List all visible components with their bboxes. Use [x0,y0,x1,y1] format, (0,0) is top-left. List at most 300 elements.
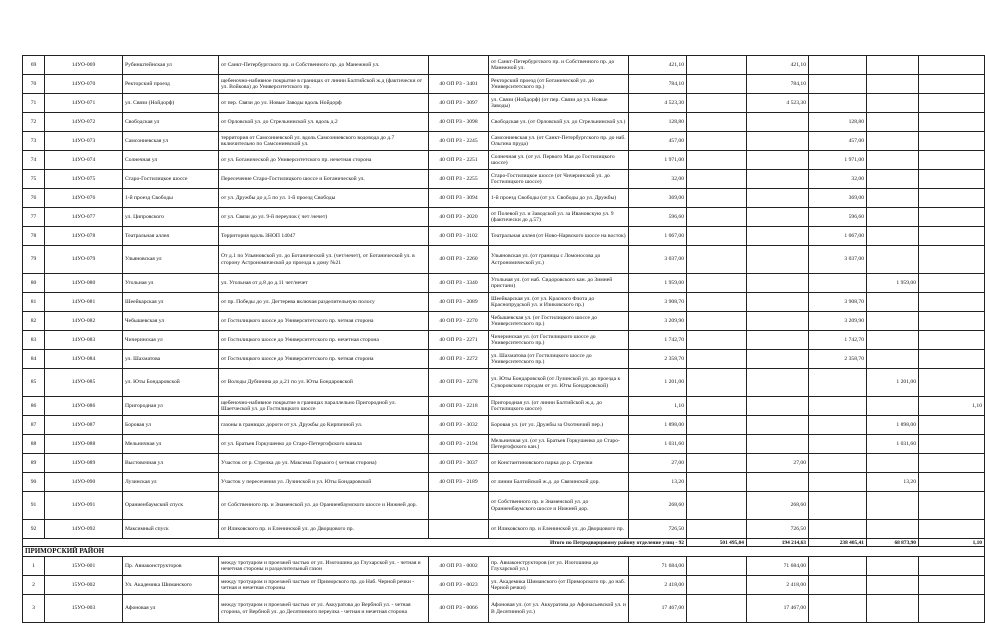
road-code: 14УО-086 [45,397,123,416]
road-code: 14УО-089 [45,454,123,473]
area-value: 1 742,70 [809,331,867,350]
area-value [919,293,985,312]
area-value [919,113,985,132]
area-value [867,132,919,151]
area-total: 1 031,60 [629,435,687,454]
road-section: от Полевой ул. и Заводской ул. за Ивановскую ул. 9 (фактически до д.57) [489,208,629,227]
area-description: от Орловской ул. до Стрельнинской ул. вдоль д.2 [219,113,429,132]
area-value [809,397,867,416]
area-value [867,94,919,113]
street-name: ул. Связи (Нойдорф) [123,94,219,113]
table-row [23,576,985,595]
road-code: 14УО-073 [45,132,123,151]
road-registry-id: 40 ОП РЗ - 2218 [429,397,489,416]
total-value: 501 495,04 [687,539,747,547]
road-section: Пригородная ул. (от линии Балтийской ж.д. до Гостилицкого шоссе) [489,397,629,416]
area-value: 1 971,00 [809,151,867,170]
road-section: Самсониевская ул. (от Санкт-Петербургского пр. до наб. Ольгина пруда) [489,132,629,151]
road-section: от Санкт-Петербургского пр. и Собственного пр. до Манежной ул. [489,56,629,75]
area-value [919,557,985,576]
road-registry-id: 40 ОП РЗ - 3037 [429,454,489,473]
table-row [23,227,985,246]
table-row [23,520,985,539]
row-number: 81 [23,293,45,312]
row-number: 76 [23,189,45,208]
road-code: 14УО-074 [45,151,123,170]
road-code: 14УО-079 [45,246,123,274]
road-code: 14УО-072 [45,113,123,132]
row-number: 79 [23,246,45,274]
street-name: Выстовочная ул [123,454,219,473]
road-code: 15УО-001 [45,557,123,576]
area-value [919,435,985,454]
area-value: 1 898,00 [867,416,919,435]
area-value [809,473,867,492]
area-value [867,557,919,576]
table-row [23,170,985,189]
area-value [867,56,919,75]
area-value [867,350,919,369]
row-number: 3 [23,595,45,623]
road-code: 14УО-071 [45,94,123,113]
area-value [809,369,867,397]
street-name: Ректорский проезд [123,75,219,94]
area-value [687,293,747,312]
area-total: 4 523,30 [629,94,687,113]
area-value [867,397,919,416]
area-description: От д.1 по Ульяновской ул. до Ботанической ул. (чет/нечет), от Ботанической ул. в сторону Астрономической до проезда к дому №21 [219,246,429,274]
road-section: Шеейкарская ул. (от ул. Красного Флота до Краснопрудской ул. и Изиковского пр.) [489,293,629,312]
area-value [867,151,919,170]
area-value [919,520,985,539]
area-description: между тротуаром и проезжей частью от ул. Изогошина до Глухарской ул. - четная и нечетная стороны и разделительный газон [219,557,429,576]
area-total: 784,10 [629,75,687,94]
area-value [687,595,747,623]
area-value [919,492,985,520]
area-total: 421,10 [629,56,687,75]
row-number: 89 [23,454,45,473]
area-value [687,189,747,208]
street-name: Солнечная ул [123,151,219,170]
area-value [687,208,747,227]
table-row [23,369,985,397]
area-value [919,331,985,350]
area-value [747,350,809,369]
table-row [23,246,985,274]
area-total: 2 418,00 [629,576,687,595]
road-code: 14УО-075 [45,170,123,189]
area-total: 1 067,00 [629,227,687,246]
area-description: от ул. Связи до ул. 9-й переулок ( чет /нечет) [219,208,429,227]
area-value: 2 358,70 [809,350,867,369]
street-name: ул. Ципровского [123,208,219,227]
street-name: Свободская ул [123,113,219,132]
row-number: 82 [23,312,45,331]
table-row [23,208,985,227]
table-row [23,113,985,132]
area-value [747,397,809,416]
table-row [23,189,985,208]
area-value [687,557,747,576]
area-value [687,416,747,435]
area-value [919,473,985,492]
total-value: 1,10 [919,539,985,547]
row-number: 75 [23,170,45,189]
area-value: 17 467,00 [747,595,809,623]
table-row [23,397,985,416]
area-value [687,227,747,246]
row-number: 77 [23,208,45,227]
area-value: 369,00 [809,189,867,208]
area-value [747,293,809,312]
area-value [747,416,809,435]
road-code: 14УО-092 [45,520,123,539]
row-number: 1 [23,557,45,576]
table-row [23,595,985,623]
area-value [747,312,809,331]
row-number: 88 [23,435,45,454]
area-value [687,520,747,539]
roads-table [22,55,985,623]
area-value: 3 908,70 [809,293,867,312]
area-value [747,170,809,189]
area-value [867,492,919,520]
table-row [23,56,985,75]
area-value [867,595,919,623]
street-name: Максимный спуск [123,520,219,539]
area-value [919,454,985,473]
road-section: 1-й проезд Свободы (от ул. Свободы до ул. Дружбы) [489,189,629,208]
area-value [809,94,867,113]
area-value [919,227,985,246]
table-row [23,75,985,94]
street-name: Ораниенбаумский спуск [123,492,219,520]
area-value [919,416,985,435]
area-value [747,274,809,293]
road-section: Свободская ул. (от Орловской ул. до Стрельнинской ул.) [489,113,629,132]
street-name: Самсониевская ул [123,132,219,151]
area-value [867,312,919,331]
road-code: 14УО-076 [45,189,123,208]
area-value [809,520,867,539]
road-code: 14УО-090 [45,473,123,492]
area-description: Участок от р. Стрелка до ул. Максима Горького ( четная сторона) [219,454,429,473]
street-name: ул. Шахматова [123,350,219,369]
road-registry-id: 40 ОП РЗ - 3401 [429,75,489,94]
road-registry-id: 40 ОП РЗ - 2245 [429,132,489,151]
road-registry-id: 40 ОП РЗ - 2255 [429,170,489,189]
street-name: Пр. Авиаконструкторов [123,557,219,576]
area-value [919,94,985,113]
area-total: 13,20 [629,473,687,492]
table-row [23,312,985,331]
area-value [687,94,747,113]
area-value [867,170,919,189]
road-code: 14УО-080 [45,274,123,293]
area-description: от Володы Дубинина до д.21 по ул. Юты Бондаровской [219,369,429,397]
total-value: 68 873,90 [867,539,919,547]
area-value [919,132,985,151]
area-value [809,75,867,94]
table-row [23,331,985,350]
road-section: Старо-Гостилицкое шоссе (от Чичеринской ул. до Гостилицкого шоссе) [489,170,629,189]
row-number: 78 [23,227,45,246]
road-code: 14УО-087 [45,416,123,435]
area-value: 2 418,00 [747,576,809,595]
road-registry-id: 40 ОП РЗ - 2260 [429,246,489,274]
total-value: 238 405,41 [809,539,867,547]
area-value [687,75,747,94]
area-value: 596,60 [809,208,867,227]
road-registry-id: 40 ОП РЗ - 2020 [429,208,489,227]
area-value [919,189,985,208]
area-value: 1 031,60 [867,435,919,454]
street-name: Мельничная ул [123,435,219,454]
area-total: 1 898,00 [629,416,687,435]
road-section: Мельничная ул. (от ул. Братьев Горкушенко до Старо-Петергофского кан.) [489,435,629,454]
area-description: Участок у пересечения ул. Лузинской и ул. Юты Бондаровской [219,473,429,492]
street-name: Угольная ул [123,274,219,293]
area-description: от пер. Связи до ул. Новые Заводы вдоль Нойдорф [219,94,429,113]
area-description: от Иликовского пр. и Еленинской ул. до Дворцового пр. [219,520,429,539]
area-value [919,246,985,274]
area-value [687,576,747,595]
road-code: 15УО-003 [45,595,123,623]
area-value [919,312,985,331]
area-value [687,369,747,397]
road-code: 14УО-085 [45,369,123,397]
area-total: 1,10 [629,397,687,416]
row-number: 91 [23,492,45,520]
area-value [687,113,747,132]
area-value [747,246,809,274]
area-total: 1 742,70 [629,331,687,350]
area-value [687,56,747,75]
area-value [809,595,867,623]
area-value [919,56,985,75]
area-value [809,435,867,454]
road-registry-id: 40 ОП РЗ - 0002 [429,557,489,576]
area-total: 32,00 [629,170,687,189]
road-registry-id: 40 ОП РЗ - 2278 [429,369,489,397]
area-value: 1 959,00 [867,274,919,293]
area-total: 457,00 [629,132,687,151]
road-registry-id: 40 ОП РЗ - 3032 [429,416,489,435]
document-sheet [22,55,985,623]
area-value [867,189,919,208]
area-total: 726,50 [629,520,687,539]
area-value [919,274,985,293]
area-value [747,113,809,132]
street-name: Старо-Гостилицкое шоссе [123,170,219,189]
area-value [919,151,985,170]
road-registry-id: 40 ОП РЗ - 2089 [429,293,489,312]
area-value [867,208,919,227]
table-body [23,56,985,623]
road-code: 14УО-083 [45,331,123,350]
road-section: Боровая ул. (от ул. Дружбы за Охотничий пер.) [489,416,629,435]
area-value [747,227,809,246]
road-section: от Константиновского парка до р. Стрелки [489,454,629,473]
area-value [919,350,985,369]
area-value [687,492,747,520]
row-number: 69 [23,56,45,75]
area-description: от Санкт-Петербургского пр. и Собственного пр. до Манежной ул. [219,56,429,75]
road-section: Солнечная ул. (от ул. Первого Мая до Гостилицкого шоссе) [489,151,629,170]
road-section: Чичеринская ул. (от Гостилицкого шоссе до Университетского пр.) [489,331,629,350]
street-name: Ул. Академика Шиманского [123,576,219,595]
table-row [23,293,985,312]
area-total: 1 201,00 [629,369,687,397]
road-registry-id: 40 ОП РЗ - 3094 [429,189,489,208]
area-total: 3 209,90 [629,312,687,331]
table-row [23,492,985,520]
road-registry-id [429,492,489,520]
area-value: 128,80 [809,113,867,132]
row-number: 2 [23,576,45,595]
street-name: Рубинштейнская ул [123,56,219,75]
area-value [809,557,867,576]
area-value [747,331,809,350]
road-registry-id: 40 ОП РЗ - 2251 [429,151,489,170]
road-section: ул. Шахматова (от Гостилицкого шоссе до Университетского пр.) [489,350,629,369]
road-registry-id: 40 ОП РЗ - 0023 [429,576,489,595]
area-value [809,56,867,75]
street-name: Ульяновская ул [123,246,219,274]
area-value: 71 684,00 [747,557,809,576]
area-value [687,246,747,274]
area-value [919,595,985,623]
street-name: Лузинская ул [123,473,219,492]
area-description: территория от Самсониевской ул. вдоль Самсониевского водовода до д.7 включительно по Самсониевской ул. [219,132,429,151]
area-value: 3 037,00 [809,246,867,274]
road-registry-id: 40 ОП РЗ - 3340 [429,274,489,293]
road-code: 14УО-070 [45,75,123,94]
area-total: 268,60 [629,492,687,520]
area-value [747,132,809,151]
row-number: 87 [23,416,45,435]
total-value: 194 214,63 [747,539,809,547]
road-registry-id: 40 ОП РЗ - 2194 [429,435,489,454]
road-section: от Иликовского пр. и Еленинской ул. до Дворцового пр. [489,520,629,539]
area-value [747,473,809,492]
street-name: Чебышевская ул [123,312,219,331]
road-registry-id: 40 ОП РЗ - 2272 [429,350,489,369]
table-row [23,435,985,454]
area-description: щебеночно-набивное покрытие в границах параллельно Пригородной ул. Шаетческой ул. до Гостилицкого шоссе [219,397,429,416]
road-registry-id: 40 ОП РЗ - 2271 [429,331,489,350]
table-row [23,350,985,369]
row-number: 85 [23,369,45,397]
area-value [867,454,919,473]
area-value [687,274,747,293]
area-value [687,397,747,416]
area-value [687,331,747,350]
table-row [23,557,985,576]
area-value [809,576,867,595]
area-description: щебеночно-набивное покрытие в границах от линии Балтийской ж.д (фактически от ул. Войкова) до Университетского пр. [219,75,429,94]
area-value [747,151,809,170]
total-row [23,539,985,547]
area-description: Территория вдоль ЗНОП 14047 [219,227,429,246]
area-description: между тротуаром и проезжей частью от ул. Аккуратова до Вербной ул. - четная сторона, от Вербной ул. до Десятинного переулка - четная и нечетная сторона [219,595,429,623]
road-code: 14УО-069 [45,56,123,75]
area-value [919,576,985,595]
area-value: 421,10 [747,56,809,75]
area-description: от ул. Братьев Горкушенко до Старо-Петергофского канала [219,435,429,454]
road-code: 14УО-081 [45,293,123,312]
road-section: Афоновая ул. (от ул. Аккуратова до Афонасьевской ул. и В Десятинной ул.) [489,595,629,623]
area-value: 1,10 [919,397,985,416]
area-value [687,170,747,189]
area-value [867,520,919,539]
area-value: 268,60 [747,492,809,520]
road-registry-id: 40 ОП РЗ - 3102 [429,227,489,246]
area-value [687,132,747,151]
district-title: ПРИМОРСКИЙ РАЙОН [23,547,985,557]
area-description: газоны в границах дороги от ул. Дружбы до Кирпичной ул. [219,416,429,435]
road-section: пр. Авиаконструкторов (от ул. Изогошина до Глухарской ул.) [489,557,629,576]
area-value [867,331,919,350]
table-row [23,454,985,473]
table-row [23,473,985,492]
area-description: между тротуаром и проезжей частью от Приморского пр. до Наб. Черной речки - четная и нечетная стороны [219,576,429,595]
area-value [809,274,867,293]
row-number: 90 [23,473,45,492]
total-label: Итого по Петродворцовому району отделение улиц - 92 [23,539,687,547]
table-row [23,94,985,113]
road-registry-id [429,520,489,539]
area-value [809,416,867,435]
row-number: 71 [23,94,45,113]
area-value: 4 523,30 [747,94,809,113]
road-code: 14УО-077 [45,208,123,227]
area-description: от Гостилицкого шоссе до Университетского пр. нечетная сторона [219,331,429,350]
area-total: 27,00 [629,454,687,473]
area-value: 784,10 [747,75,809,94]
road-section: ул. Связи (Нойдорф) (от пер. Связи до ул. Новые Заводы) [489,94,629,113]
road-registry-id: 40 ОП РЗ - 3097 [429,94,489,113]
area-value [867,293,919,312]
area-value [919,208,985,227]
street-name: Шеейкарская ул [123,293,219,312]
area-value [919,369,985,397]
row-number: 72 [23,113,45,132]
area-value: 27,00 [747,454,809,473]
area-value: 3 209,90 [809,312,867,331]
area-value [867,227,919,246]
road-code: 15УО-002 [45,576,123,595]
area-total: 3 037,00 [629,246,687,274]
area-total: 128,80 [629,113,687,132]
area-value [919,170,985,189]
street-name: Боровая ул [123,416,219,435]
area-value [687,350,747,369]
road-section: Ректорский проезд (от Ботанической ул. до Университетского пр.) [489,75,629,94]
road-section: от Собственного пр. и Знаменской ул. до Ораниенбаумского шоссе и Нижней дор. [489,492,629,520]
area-total: 17 467,00 [629,595,687,623]
row-number: 83 [23,331,45,350]
area-value: 13,20 [867,473,919,492]
area-value [747,435,809,454]
area-value [687,473,747,492]
road-code: 14УО-082 [45,312,123,331]
street-name: Афоновая ул [123,595,219,623]
area-description: ул. Угольная от д.8 до д.11 чет/нечет [219,274,429,293]
area-description: Пересечение Старо-Гостилицкого шоссе и Ботанической ул. [219,170,429,189]
road-section: Театральная аллея (от Ново-Нарвского шоссе на восток) [489,227,629,246]
area-description: от ул. Ботанической до Университетского пр. нечетная сторона [219,151,429,170]
